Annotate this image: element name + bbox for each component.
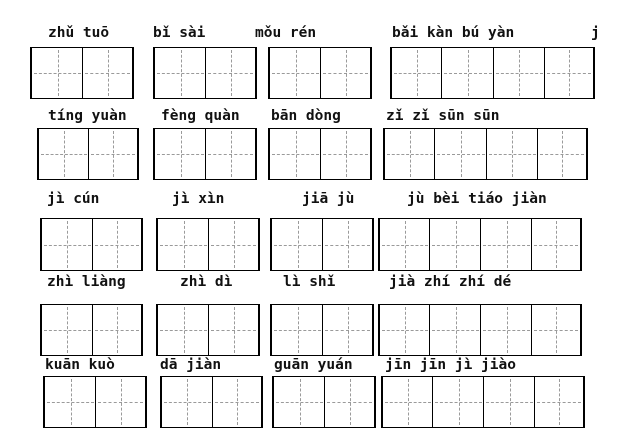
cell-guide-horizontal — [47, 402, 94, 403]
writing-cell[interactable] — [205, 128, 257, 180]
writing-cell[interactable] — [212, 376, 264, 428]
writing-cell[interactable] — [208, 218, 260, 271]
pinyin-label: kuān kuò — [45, 357, 115, 373]
writing-cell[interactable] — [160, 376, 213, 428]
writing-cell[interactable] — [320, 128, 372, 180]
cell-guide-horizontal — [385, 402, 431, 403]
cell-guide-horizontal — [432, 245, 479, 246]
writing-cell[interactable] — [544, 47, 595, 99]
writing-cell[interactable] — [30, 47, 83, 99]
writing-cell[interactable] — [322, 304, 374, 356]
cell-guide-horizontal — [34, 73, 81, 74]
writing-cell[interactable] — [534, 376, 585, 428]
cell-guide-horizontal — [489, 154, 536, 155]
writing-cell[interactable] — [531, 218, 582, 271]
pinyin-label: zǐ zǐ sūn sūn — [386, 108, 500, 124]
writing-cell[interactable] — [378, 304, 430, 356]
writing-cell[interactable] — [95, 376, 147, 428]
cell-guide-horizontal — [215, 402, 260, 403]
tianzige-group — [37, 128, 139, 180]
cell-guide-horizontal — [435, 402, 482, 403]
writing-cell[interactable] — [268, 128, 321, 180]
pinyin-label-cut-off: j — [591, 25, 600, 41]
tianzige-group — [270, 304, 374, 356]
pinyin-label: zhì dì — [180, 274, 233, 290]
cell-guide-horizontal — [437, 154, 484, 155]
cell-guide-horizontal — [274, 330, 321, 331]
cell-guide-horizontal — [432, 330, 479, 331]
cell-guide-horizontal — [160, 330, 207, 331]
cell-guide-horizontal — [272, 154, 319, 155]
pinyin-label: fèng quàn — [161, 108, 240, 124]
cell-guide-horizontal — [387, 154, 433, 155]
writing-cell[interactable] — [40, 218, 93, 271]
cell-guide-horizontal — [274, 245, 321, 246]
writing-cell[interactable] — [432, 376, 484, 428]
writing-cell[interactable] — [40, 304, 93, 356]
cell-guide-horizontal — [211, 245, 256, 246]
writing-cell[interactable] — [272, 376, 325, 428]
cell-guide-horizontal — [382, 330, 428, 331]
pinyin-label: jiā jù — [302, 191, 355, 207]
pinyin-label: jì cún — [47, 191, 100, 207]
tianzige-group — [381, 376, 585, 428]
tianzige-group — [390, 47, 595, 99]
cell-guide-horizontal — [323, 73, 368, 74]
writing-cell[interactable] — [390, 47, 442, 99]
tianzige-group — [156, 218, 260, 271]
writing-cell[interactable] — [153, 47, 206, 99]
pinyin-label: jù bèi tiáo jiàn — [407, 191, 547, 207]
cell-guide-horizontal — [394, 73, 440, 74]
pinyin-label: zhì liàng — [47, 274, 126, 290]
tianzige-group — [153, 47, 257, 99]
cell-guide-horizontal — [208, 154, 253, 155]
cell-guide-horizontal — [534, 330, 578, 331]
writing-cell[interactable] — [37, 128, 89, 180]
writing-cell[interactable] — [270, 218, 323, 271]
writing-cell[interactable] — [268, 47, 321, 99]
writing-cell[interactable] — [205, 47, 257, 99]
cell-guide-horizontal — [157, 73, 204, 74]
writing-cell[interactable] — [270, 304, 323, 356]
cell-guide-horizontal — [91, 154, 135, 155]
writing-cell[interactable] — [322, 218, 374, 271]
tianzige-group — [378, 304, 582, 356]
cell-guide-horizontal — [276, 402, 323, 403]
tianzige-group — [383, 128, 588, 180]
cell-guide-horizontal — [157, 154, 204, 155]
tianzige-group — [156, 304, 260, 356]
tianzige-group — [268, 47, 372, 99]
pinyin-label: mǒu rén — [255, 25, 317, 41]
cell-guide-horizontal — [41, 154, 87, 155]
pinyin-label: guān yuán — [274, 357, 353, 373]
writing-cell[interactable] — [493, 47, 545, 99]
pinyin-label: dā jiàn — [160, 357, 222, 373]
cell-guide-horizontal — [44, 330, 91, 331]
tianzige-group — [272, 376, 376, 428]
writing-cell[interactable] — [92, 218, 144, 271]
pinyin-label: jì xìn — [172, 191, 225, 207]
cell-guide-horizontal — [537, 402, 581, 403]
writing-cell[interactable] — [381, 376, 433, 428]
tianzige-group — [30, 47, 134, 99]
cell-guide-horizontal — [327, 402, 372, 403]
writing-cell[interactable] — [208, 304, 260, 356]
cell-guide-horizontal — [382, 245, 428, 246]
pinyin-label: bǐ sài — [153, 25, 206, 41]
writing-cell[interactable] — [383, 128, 435, 180]
writing-cell[interactable] — [429, 304, 481, 356]
writing-cell[interactable] — [480, 218, 532, 271]
cell-guide-horizontal — [95, 330, 140, 331]
writing-cell[interactable] — [156, 304, 209, 356]
cell-guide-horizontal — [95, 245, 140, 246]
cell-guide-horizontal — [211, 330, 256, 331]
cell-guide-horizontal — [325, 330, 370, 331]
writing-cell[interactable] — [483, 376, 535, 428]
cell-guide-horizontal — [160, 245, 207, 246]
writing-cell[interactable] — [378, 218, 430, 271]
pinyin-label: jīn jīn jì jiào — [385, 357, 516, 373]
cell-guide-horizontal — [540, 154, 584, 155]
tianzige-group — [43, 376, 147, 428]
tianzige-group — [40, 304, 143, 356]
writing-cell[interactable] — [441, 47, 493, 99]
cell-guide-horizontal — [496, 73, 543, 74]
writing-cell[interactable] — [480, 304, 532, 356]
tianzige-group — [153, 128, 257, 180]
writing-cell[interactable] — [537, 128, 588, 180]
pinyin-label: tíng yuàn — [48, 108, 127, 124]
tianzige-group — [270, 218, 374, 271]
cell-guide-horizontal — [323, 154, 368, 155]
pinyin-label: bān dòng — [271, 108, 341, 124]
writing-cell[interactable] — [320, 47, 372, 99]
cell-guide-horizontal — [325, 245, 370, 246]
writing-cell[interactable] — [324, 376, 376, 428]
cell-guide-horizontal — [483, 245, 530, 246]
cell-guide-horizontal — [444, 73, 491, 74]
writing-cell[interactable] — [429, 218, 481, 271]
cell-guide-horizontal — [272, 73, 319, 74]
cell-guide-horizontal — [98, 402, 143, 403]
writing-cell[interactable] — [156, 218, 209, 271]
pinyin-label: bǎi kàn bú yàn — [392, 25, 515, 41]
tianzige-group — [160, 376, 263, 428]
cell-guide-horizontal — [85, 73, 130, 74]
writing-cell[interactable] — [486, 128, 538, 180]
tianzige-group — [40, 218, 143, 271]
writing-cell[interactable] — [153, 128, 206, 180]
writing-cell[interactable] — [531, 304, 582, 356]
pinyin-label: jià zhí zhí dé — [389, 274, 512, 290]
tianzige-group — [268, 128, 372, 180]
writing-cell[interactable] — [88, 128, 139, 180]
cell-guide-horizontal — [547, 73, 591, 74]
cell-guide-horizontal — [534, 245, 578, 246]
tianzige-group — [378, 218, 582, 271]
writing-cell[interactable] — [82, 47, 134, 99]
cell-guide-horizontal — [164, 402, 211, 403]
cell-guide-horizontal — [208, 73, 253, 74]
cell-guide-horizontal — [44, 245, 91, 246]
pinyin-label: lì shǐ — [283, 274, 336, 290]
writing-cell[interactable] — [43, 376, 96, 428]
writing-cell[interactable] — [434, 128, 486, 180]
pinyin-label: zhǔ tuō — [48, 25, 110, 41]
cell-guide-horizontal — [483, 330, 530, 331]
cell-guide-horizontal — [486, 402, 533, 403]
writing-cell[interactable] — [92, 304, 144, 356]
